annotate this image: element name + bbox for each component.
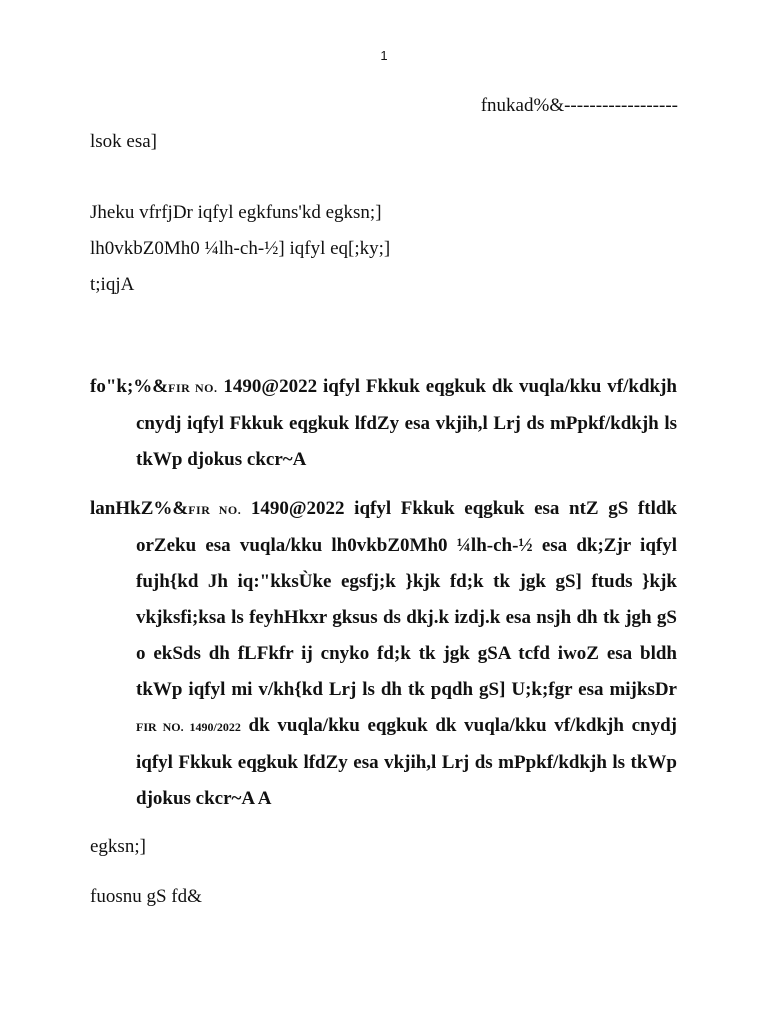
salutation: egksn;] [90, 836, 146, 857]
subject-text: 1490@2022 iqfyl Fkkuk eqgkuk dk vuqla/kku vf/kdkjh cnydj iqfyl Fkkuk eqgkuk lfdZy esa vkjih,l Lrj ds mPpkf/kdkjh ls tkWp djokus ckcr~A [136, 376, 677, 470]
opening-line: fuosnu gS fd& [90, 886, 202, 907]
date-line: fnukad%&------------------ [480, 95, 678, 116]
subject-paragraph [90, 369, 677, 478]
reference-fir-label: FIR NO. [188, 503, 242, 517]
page-number: 1 [380, 48, 388, 63]
recipient-line: lsok esa] [90, 131, 158, 152]
reference-text-part1: 1490@2022 iqfyl Fkkuk eqgkuk esa ntZ gS ftldk orZeku esa vuqla/kku lh0vkbZ0Mh0 ¼lh-ch-½ esa dk;Zjr iqfyl fujh{kd Jh iq:"kksÙke egsfj;k }kjk fd;k tk jgk gS] ftuds }kjk vkjksfi;ksa ls feyhHkxr gksus ds dkj.k izdj.k esa nsjh dh tk jgh gS o ekSds dh fLFkfr ij cnyko fd;k tk jgk gSA tcfd iwoZ esa bldh tkWp iqfyl mi v/kh{kd Lrj ls dh tk pqdh gS] U;k;fgr esa mijksDr [136, 498, 677, 700]
reference-label: lanHkZ%& [90, 498, 189, 519]
addressee-line-2: lh0vkbZ0Mh0 ¼lh-ch-½] iqfyl eq[;ky;] [90, 238, 391, 259]
reference-fir-inline: FIR NO. 1490/2022 [136, 720, 241, 734]
subject-label: fo"k;%& [90, 376, 169, 397]
addressee-line-3: t;iqjA [90, 274, 135, 295]
subject-fir-label: FIR NO. [168, 381, 218, 395]
addressee-line-1: Jheku vfrfjDr iqfyl egkfuns'kd egksn;] [90, 202, 382, 223]
reference-paragraph [90, 491, 677, 817]
reference-text-part2: dk vuqla/kku eqgkuk dk vuqla/kku vf/kdkjh cnydj iqfyl Fkkuk eqgkuk lfdZy esa vkjih,l Lrj ds mPpkf/kdkjh ls tkWp djokus ckcr~A A [136, 715, 677, 809]
